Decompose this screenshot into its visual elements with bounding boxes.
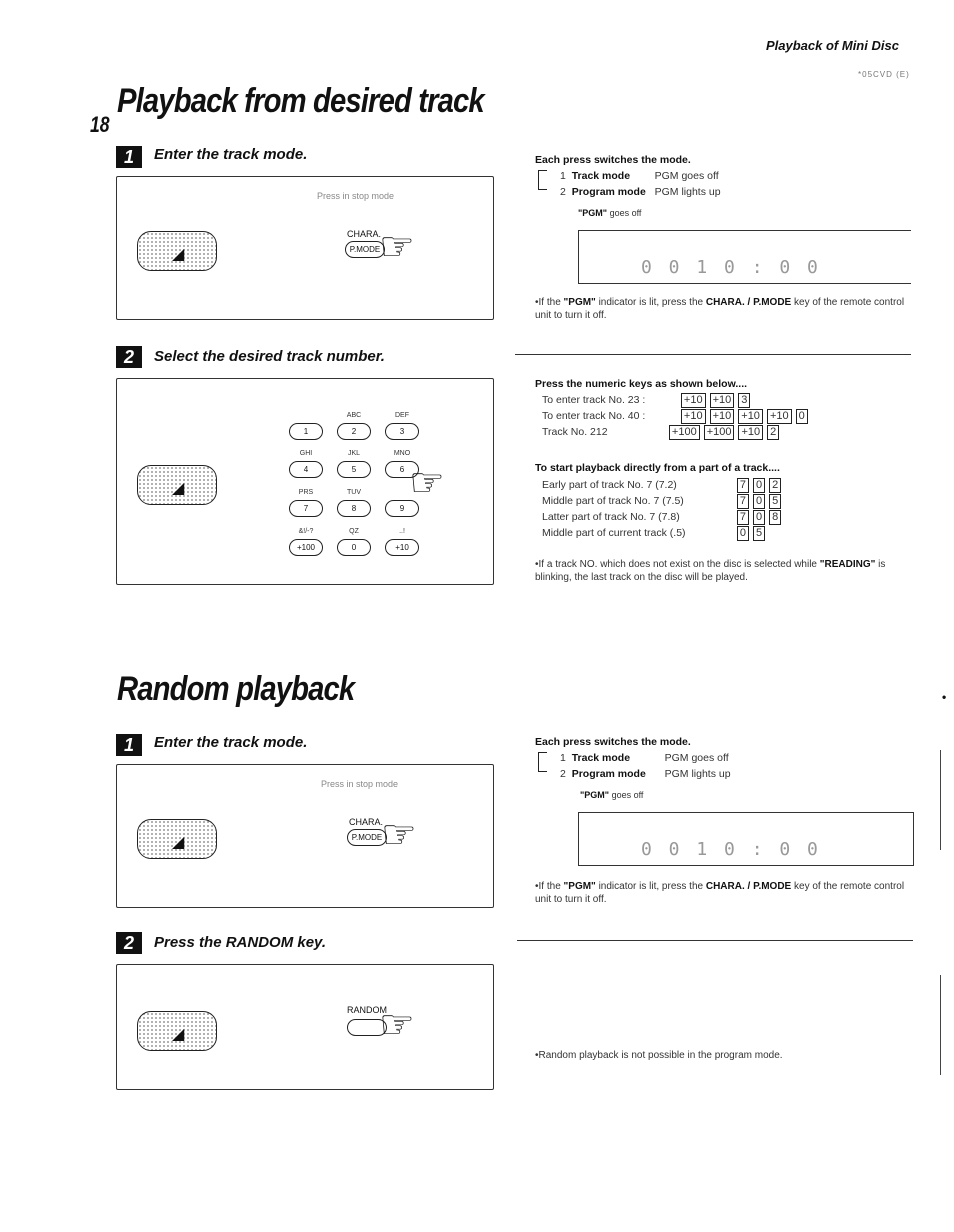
numeric-key-0[interactable]: 0	[337, 539, 371, 556]
key-label: CHARA.	[349, 817, 384, 827]
plus10-key[interactable]: +10	[385, 539, 419, 556]
pgm-note: •If the "PGM" indicator is lit, press the CHARA. / P.MODE key of the remote control unit to turn it off.	[535, 297, 905, 321]
remote-display-icon: ◢	[137, 1011, 217, 1051]
step-number: 1	[116, 146, 142, 168]
key-letters: ..!	[399, 528, 405, 535]
key-letters: &!/-?	[298, 528, 314, 535]
mode-item: 2 Program mode PGM lights up	[560, 186, 721, 198]
loop-bracket	[538, 752, 547, 772]
section-title-desired-track: Playback from desired track	[117, 82, 484, 120]
key-letters: DEF	[395, 412, 409, 419]
key-letters: TUV	[347, 489, 361, 496]
mode-display	[578, 812, 914, 866]
divider	[515, 354, 911, 355]
numeric-heading: Press the numeric keys as shown below....	[535, 378, 748, 390]
numeric-key-4[interactable]: 4	[289, 461, 323, 478]
chara-pmode-key[interactable]: P.MODE	[345, 241, 385, 258]
mode-display	[578, 230, 911, 284]
key-letters: QZ	[349, 528, 359, 535]
loop-bracket	[538, 170, 547, 190]
pgm-caption: "PGM" goes off	[578, 208, 642, 218]
hint-text: Press in stop mode	[317, 191, 395, 201]
edge-bullet: •	[942, 690, 947, 704]
partial-row: Latter part of track No. 7 (7.8) 7 0 8	[542, 510, 785, 525]
partial-row: Middle part of current track (.5) 0 5	[542, 526, 769, 541]
page-number: 18	[90, 112, 110, 137]
display-readout: 0 0 1 0 : 0 0	[641, 839, 821, 860]
display-readout: 0 0 1 0 : 0 0	[641, 257, 821, 278]
edge-line	[940, 975, 954, 1075]
key-letters: JKL	[347, 450, 361, 457]
mode-item: 2 Program mode PGM lights up	[560, 768, 731, 780]
step-title: Enter the track mode.	[154, 734, 308, 751]
numeric-row: To enter track No. 40 : +10 +10 +10 +10 0	[542, 409, 812, 424]
numeric-key-9[interactable]: 9	[385, 500, 419, 517]
key-label: CHARA.	[347, 229, 382, 239]
partial-row: Middle part of track No. 7 (7.5) 7 0 5	[542, 494, 785, 509]
pointing-hand-icon: ☞	[381, 813, 417, 857]
divider	[517, 940, 913, 941]
numeric-key-1[interactable]: 1	[289, 423, 323, 440]
mode-item: 1 Track mode PGM goes off	[560, 752, 729, 764]
pointing-hand-icon: ☞	[409, 461, 445, 505]
key-letters: PRS	[298, 489, 314, 496]
mode-item: 1 Track mode PGM goes off	[560, 170, 719, 182]
step-title: Press the RANDOM key.	[154, 934, 327, 951]
section-title-random: Random playback	[117, 670, 355, 708]
partial-heading: To start playback directly from a part of a track....	[535, 462, 780, 474]
edge-line	[940, 750, 954, 850]
illustration-panel	[116, 378, 494, 585]
key-letters: ABC	[346, 412, 362, 419]
mode-heading: Each press switches the mode.	[535, 154, 691, 166]
doc-code: *05CVD (E)	[858, 70, 910, 79]
numeric-key-3[interactable]: 3	[385, 423, 419, 440]
numeric-row: To enter track No. 23 : +10 +10 3	[542, 393, 754, 408]
remote-display-icon: ◢	[137, 231, 217, 271]
reading-note: •If a track NO. which does not exist on the disc is selected while "READING" is blinking, the last track on the disc will be played.	[535, 559, 886, 583]
plus100-key[interactable]: +100	[289, 539, 323, 556]
random-note: •Random playback is not possible in the program mode.	[535, 1050, 783, 1061]
section-header: Playback of Mini Disc	[766, 38, 899, 53]
numeric-key-2[interactable]: 2	[337, 423, 371, 440]
partial-row: Early part of track No. 7 (7.2) 7 0 2	[542, 478, 785, 493]
numeric-key-6[interactable]: 6	[385, 461, 419, 478]
numeric-key-7[interactable]: 7	[289, 500, 323, 517]
illustration-panel	[116, 964, 494, 1090]
numeric-key-5[interactable]: 5	[337, 461, 371, 478]
key-label: RANDOM	[347, 1005, 387, 1015]
remote-display-icon: ◢	[137, 465, 217, 505]
pointing-hand-icon: ☞	[379, 1003, 415, 1047]
step-number: 2	[116, 932, 142, 954]
pointing-hand-icon: ☞	[379, 225, 415, 269]
remote-display-icon: ◢	[137, 819, 217, 859]
step-title: Enter the track mode.	[154, 146, 308, 163]
chara-pmode-key[interactable]: P.MODE	[347, 829, 387, 846]
numeric-key-8[interactable]: 8	[337, 500, 371, 517]
illustration-panel	[116, 176, 494, 320]
illustration-panel	[116, 764, 494, 908]
key-letters: MNO	[393, 450, 411, 457]
mode-heading: Each press switches the mode.	[535, 736, 691, 748]
step-title: Select the desired track number.	[154, 348, 385, 365]
pgm-caption: "PGM" goes off	[580, 790, 644, 800]
hint-text: Press in stop mode	[321, 779, 399, 789]
numeric-row: Track No. 212 +100 +100 +10 2	[542, 425, 783, 440]
key-letters: GHI	[299, 450, 313, 457]
step-number: 2	[116, 346, 142, 368]
step-number: 1	[116, 734, 142, 756]
pgm-note: •If the "PGM" indicator is lit, press the CHARA. / P.MODE key of the remote control unit to turn it off.	[535, 881, 905, 905]
